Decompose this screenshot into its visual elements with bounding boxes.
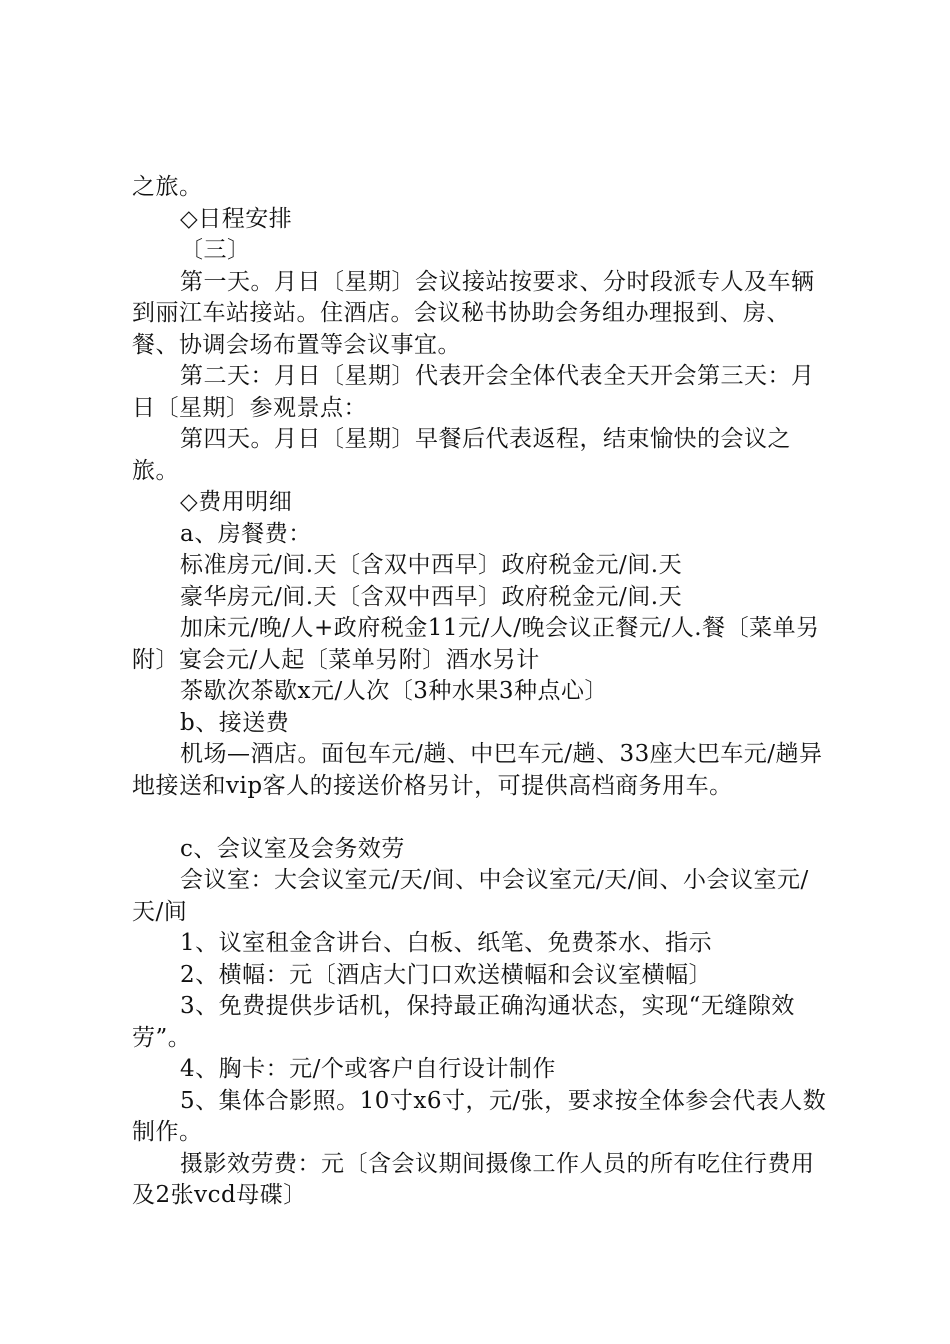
blank-line (132, 802, 832, 834)
paragraph-day-one: 第一天。月日〔星期〕会议接站按要求、分时段派专人及车辆到丽江车站接站。住酒店。会议秘书协助会务组办理报到、房、餐、协调会场布置等会议事宜。 (132, 268, 815, 358)
list-item-rent-includes: 1、议室租金含讲台、白板、纸笔、免费茶水、指示 (180, 930, 713, 956)
document-body (132, 172, 832, 1212)
paragraph-day-four: 第四天。月日〔星期〕早餐后代表返程，结束愉快的会议之旅。 (132, 426, 791, 484)
paragraph-meeting-room-prices: 会议室：大会议室元/天/间、中会议室元/天/间、小会议室元/天/间 (132, 867, 809, 925)
paragraph-day-two-three: 第二天：月日〔星期〕代表开会全体代表全天开会第三天：月日〔星期〕参观景点： (132, 363, 815, 421)
paragraph-deluxe-room: 豪华房元/间.天〔含双中西早〕政府税金元/间.天 (180, 583, 683, 610)
list-item-group-photo: 5、集体合影照。10寸x6寸，元/张，要求按全体参会代表人数制作。 (132, 1087, 827, 1145)
paragraph-tea-break: 茶歇次茶歇x元/人次〔3种水果3种点心〕 (180, 678, 608, 704)
paragraph-extra-bed-meals: 加床元/晚/人+政府税金11元/人/晚会议正餐元/人.餐〔菜单另附〕宴会元/人起〔菜单另附〕酒水另计 (132, 615, 820, 673)
subheading-room-meal-fee: a、房餐费： (180, 520, 312, 547)
heading-schedule: ◇日程安排 (180, 205, 293, 232)
paragraph-photography-fee: 摄影效劳费：元〔含会议期间摄像工作人员的所有吃住行费用及2张vcd母碟〕 (132, 1150, 815, 1208)
list-item-walkie-talkie: 3、免费提供步话机，保持最正确沟通状态，实现“无缝隙效劳”。 (132, 993, 795, 1051)
section-number: 〔三〕 (180, 237, 251, 263)
paragraph-standard-room: 标准房元/间.天〔含双中西早〕政府税金元/间.天 (180, 552, 683, 578)
list-item-badge: 4、胸卡：元/个或客户自行设计制作 (180, 1056, 556, 1082)
list-item-banner: 2、横幅：元〔酒店大门口欢送横幅和会议室横幅〕 (180, 961, 713, 988)
paragraph-airport-transfer: 机场—酒店。面包车元/趟、中巴车元/趟、33座大巴车元/趟异地接送和vip客人的接送价格另计，可提供高档商务用车。 (132, 741, 823, 799)
subheading-meeting-room-service: c、会议室及会务效劳 (180, 835, 405, 862)
paragraph-closing-trip: 之旅。 (132, 174, 203, 200)
heading-fee-details: ◇费用明细 (180, 489, 293, 515)
subheading-transfer-fee: b、接送费 (180, 709, 290, 736)
